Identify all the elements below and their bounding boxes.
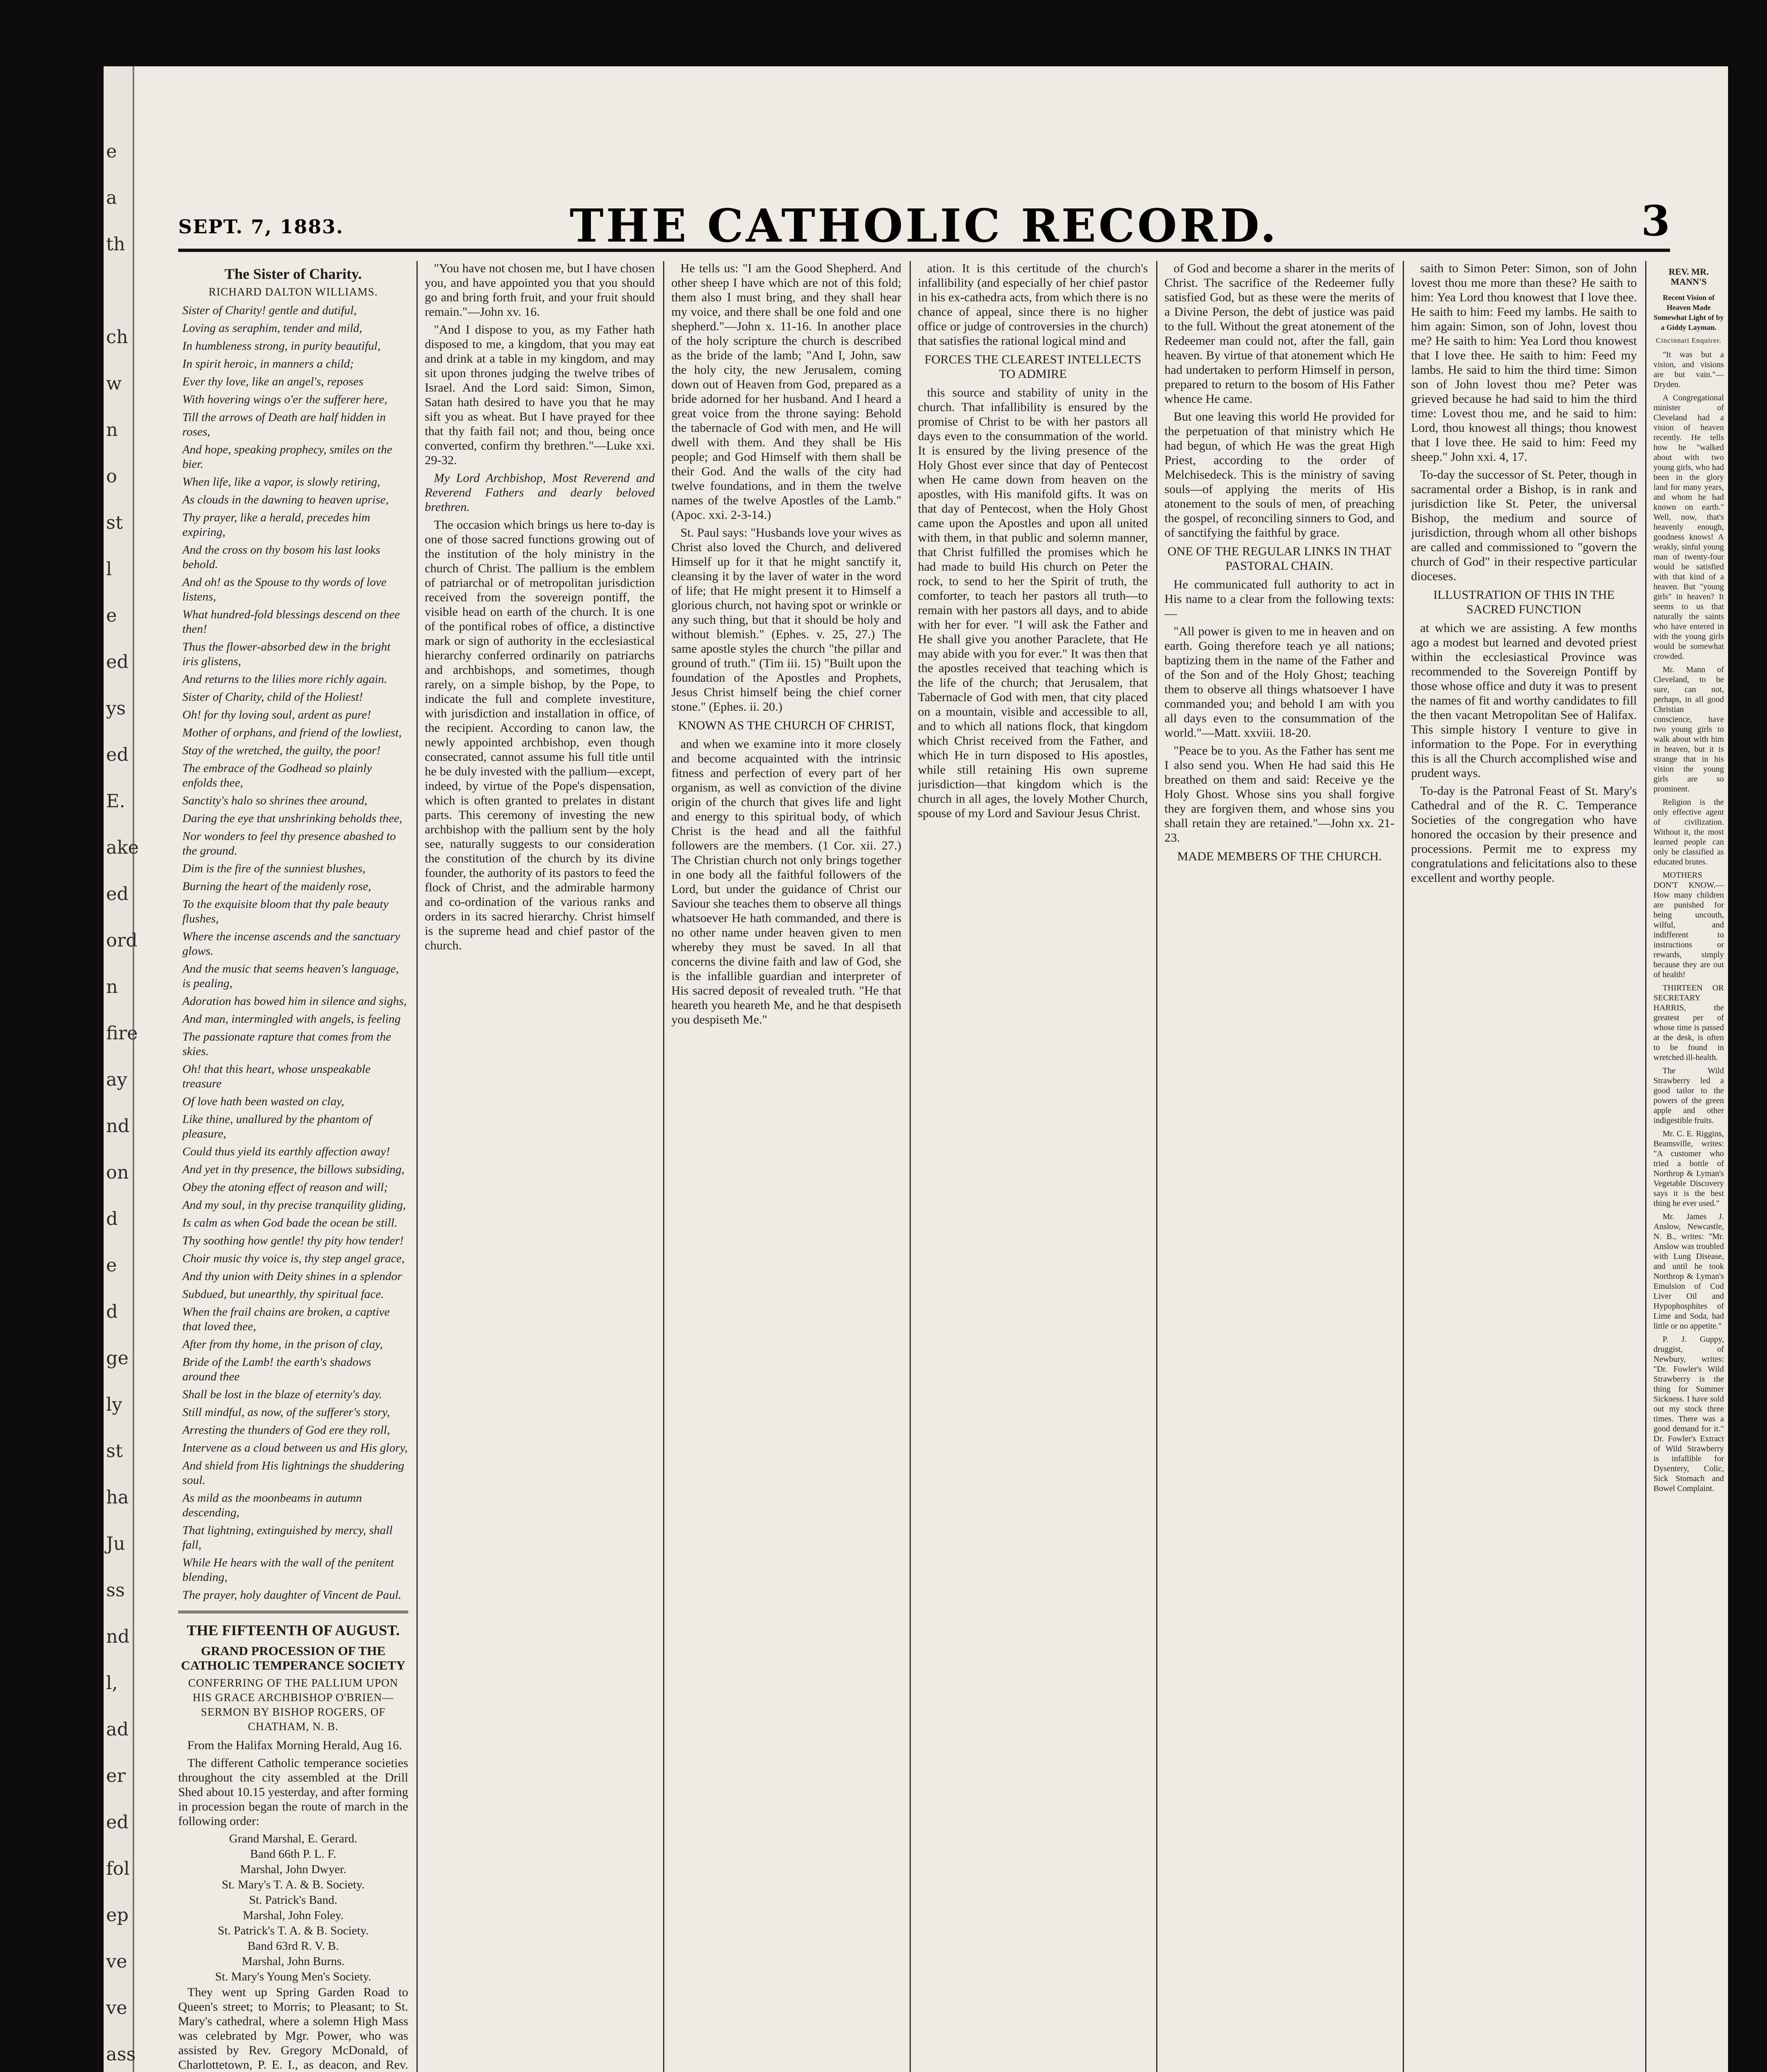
column-2	[425, 261, 655, 2072]
poem-line: Like thine, unallured by the phantom of pleasure,	[182, 1113, 372, 1140]
poem-line: Till the arrows of Death are half hidden in roses,	[182, 411, 386, 438]
column-4	[918, 261, 1148, 2072]
poem-body-continued	[178, 862, 408, 1602]
poem-line: Oh! that this heart, whose unspeakable treasure	[182, 1063, 371, 1090]
column-5	[1164, 261, 1394, 2072]
page-number: 3	[1641, 196, 1670, 245]
strip-fragment: st	[106, 1440, 123, 1462]
article-paragraph: this source and stability of unity in the church. That infallibility is ensured by the promise of Christ to be with her pastors all days even to the consummation of the world. It is ensured by the living presence of the Holy Ghost ever since that day of Pentecost when He came down from heaven on the apostles, with His manifold gifts. It was on that day of Pentecost, when the Holy Ghost came upon the Apostles and upon all united with them, in that public and solemn manner, that Christ fulfilled the promises which he had made to build His church on Peter the rock, to send to her the Spirit of truth, the comforter, to teach her pastors all truth—to remain with her pastors all days, and to abide with her for ever. "I will ask the Father and He shall give you another Paraclete, that He may abide with you for ever." It was then that the apostles received that teaching which is the life of the church; that Jerusalem, that Tabernacle of God with men, that city placed on a mountain, visible and accessible to all, and to which all nations flock, that kingdom which Christ received from the Father, and which He in turn disposed to His apostles, while still retaining His own supreme jurisdiction—that kingdom which is the church in all ages, the lovely Mother Church, spouse of my Lord and Saviour Jesus Christ.	[918, 386, 1148, 820]
masthead	[178, 186, 1670, 257]
poem-line: Ever thy love, like an angel's, reposes	[182, 375, 363, 388]
article-paragraph: saith to Simon Peter: Simon, son of John lovest thou me more than these? He saith to him: Yea Lord thou knowest that I love thee. He saith to him: Feed my lambs. He saith to him again: Simon, son of John, lovest thou me? He saith to him: Yea Lord thou knowest that I love thee. He saith to him: Feed my lambs. He said to him the third time: Simon son of John lovest thou me? Peter was grieved because he had said to him the third time: Lovest thou me, and he said to him: Lord, thou knowest all things; thou knowest that I love thee. He said to him: Feed my sheep." John xxi. 4, 17.	[1411, 261, 1637, 464]
column-3	[671, 261, 901, 2072]
article-paragraph: of God and become a sharer in the merits of Christ. The sacrifice of the Redeemer fully satisfied God, but as these were the merits of a Divine Person, the debt of justice was paid to the full. Without the great atonement of the Redeemer man could not, after the fall, gain heaven. By virtue of that atonement which He had undertaken to perform Himself in person, prepared to return to the bosom of His Father whence He came.	[1164, 261, 1394, 406]
procession-item: St. Patrick's T. A. & B. Society.	[218, 1924, 369, 1937]
newspaper-title: THE CATHOLIC RECORD.	[569, 199, 1279, 252]
poem-line: As clouds in the dawning to heaven uprise,	[182, 493, 389, 506]
column-rule	[663, 261, 664, 2072]
article-paragraph: To-day is the Patronal Feast of St. Mary's Cathedral and of the R. C. Temperance Societies of the congregation who have honored the occasion by their presence and processions. Permit me to express my congratulations and felicitations also to these excellent and worthy people.	[1411, 784, 1637, 885]
article-paragraph: and when we examine into it more closely and become acquainted with the intrinsic fitness and perfection of every part of her organism, as well as conviction of the divine origin of the church that gives life and light and energy to this spiritual body, of which Christ is the head and all the faithful followers are the members. (1 Cor. xii. 27.) The Christian church not only brings together in one body all the faithful followers of the Lord, but under the guidance of Christ our Saviour she teaches them to observe all things whatsoever He hath commanded, and there is no other name under heaven given to men whereby they must be saved. In all that concerns the divine faith and law of God, she is the infallible guardian and interpreter of His sacred deposit of revealed truth. "He that heareth you heareth Me, and he that despiseth you despiseth Me."	[671, 737, 901, 1026]
column-rule	[1403, 261, 1404, 2072]
poem-line: Sister of Charity, child of the Holiest!	[182, 690, 363, 704]
poem-line: Adoration has bowed him in silence and sighs,	[182, 995, 407, 1008]
strip-fragment: ch	[106, 327, 128, 348]
article-paragraph: A Congregational minister of Cleveland had a vision of heaven recently. He tells how he "walked about with two young girls, who had been in the glory land for many years, and whom he had known on earth." Well, now, that's heavenly enough, goodness knows! A weakly, sinful young man of twenty-four would be satisfied with that kind of a heaven. But "young girls" in heaven? It seems to us that naturally the saints who have entered in with the young girls would be somewhat crowded.	[1653, 393, 1724, 661]
strip-fragment: w	[106, 373, 122, 394]
strip-fragment: nd	[106, 1116, 130, 1137]
article-paragraph: The different Catholic temperance societies throughout the city assembled at the Drill Shed about 10.15 yesterday, and after forming in procession began the route of march in the following order:	[178, 1756, 408, 1828]
poem-line: Daring the eye that unshrinking beholds thee,	[182, 812, 402, 825]
poem-line: And oh! as the Spouse to thy words of love listens,	[182, 576, 387, 603]
procession-item: Band 66th P. L. F.	[250, 1847, 336, 1861]
column-1	[178, 261, 408, 2072]
poem-line: The passionate rapture that comes from the skies.	[182, 1030, 391, 1058]
strip-fragment: Ju	[106, 1533, 125, 1554]
strip-fragment: a	[106, 187, 117, 208]
poem-line: And man, intermingled with angels, is feeling	[182, 1012, 401, 1026]
section-heading: ONE OF THE REGULAR LINKS IN THAT PASTORAL CHAIN.	[1167, 545, 1392, 573]
poem-line: Thy prayer, like a herald, precedes him expiring,	[182, 511, 370, 539]
poem-line: Where the incense ascends and the sanctuary glows.	[182, 930, 400, 958]
poem-line: The prayer, holy daughter of Vincent de Paul.	[182, 1588, 402, 1602]
poem-line: Still mindful, as now, of the sufferer's story,	[182, 1406, 390, 1419]
article-source: Cincinnati Enquirer.	[1656, 336, 1721, 344]
strip-fragment: l,	[106, 1673, 118, 1694]
procession-item: St. Mary's Young Men's Society.	[215, 1970, 371, 1983]
poem-line: Sister of Charity! gentle and dutiful,	[182, 304, 357, 317]
article-subtitle: Recent Vision of Heaven Made Somewhat Light of by a Giddy Layman.	[1653, 293, 1724, 332]
strip-fragment: ake	[106, 837, 139, 858]
poem-line: And shield from His lightnings the shuddering soul.	[182, 1459, 404, 1487]
strip-fragment: e	[106, 1255, 117, 1276]
article-paragraph: "Peace be to you. As the Father has sent me I also send you. When He had said this He breathed on them and said: Receive ye the Holy Ghost. Whose sins you shall forgive they are forgiven them, and whose sins you shall retain they are retained."—John xx. 21-23.	[1164, 744, 1394, 845]
poem-line: That lightning, extinguished by mercy, shall fall,	[182, 1524, 393, 1552]
masthead-rule	[178, 249, 1670, 252]
poem-author: RICHARD DALTON WILLIAMS.	[208, 286, 378, 298]
strip-fragment: ed	[106, 651, 129, 673]
section-heading: ILLUSTRATION OF THIS IN THE SACRED FUNCTION	[1433, 588, 1615, 616]
article-paragraph: To-day the successor of St. Peter, though in sacramental order a Bishop, is in rank and jurisdiction like St. Peter, the universal Bishop, the medium and source of jurisdiction, through whom all other bishops are called and commissioned to "govern the church of God" in their respective particular dioceses.	[1411, 468, 1637, 583]
column-rule	[1645, 261, 1646, 2072]
poem-line: With hovering wings o'er the sufferer here,	[182, 393, 387, 406]
section-heading: MADE MEMBERS OF THE CHURCH.	[1177, 850, 1382, 863]
strip-fragment: on	[106, 1162, 129, 1183]
procession-item: Grand Marshal, E. Gerard.	[229, 1832, 358, 1845]
strip-fragment: ad	[106, 1719, 129, 1740]
strip-fragment: ed	[106, 1812, 129, 1833]
column-7-body	[1653, 350, 1724, 1493]
poem-line: Choir music thy voice is, thy step angel grace,	[182, 1252, 405, 1265]
strip-fragment: ass	[106, 2044, 136, 2065]
strip-fragment: nd	[106, 1626, 130, 1647]
section-heading: KNOWN AS THE CHURCH OF CHRIST,	[678, 719, 895, 732]
poem-line: Loving as seraphim, tender and mild,	[182, 322, 363, 335]
article-paragraph: St. Paul says: "Husbands love your wives as Christ also loved the Church, and delivered Himself up for it that he might sanctify it, cleansing it by the laver of water in the word of life; that He might present it to Himself a glorious church, not having spot or wrinkle or any such thing, but that it should be holy and without blemish." (Ephes. v. 25, 27.) The same apostle styles the church "the pillar and ground of truth." (Tim iii. 15) "Built upon the foundation of the Apostles and Prophets, Jesus Christ himself being the chief corner stone." (Ephes. ii. 20.)	[671, 526, 901, 714]
poem-line: And thy union with Deity shines in a splendor	[182, 1270, 402, 1283]
poem-line: Thy soothing how gentle! thy pity how tender!	[182, 1234, 404, 1247]
article-paragraph: Mr. James J. Anslow, Newcastle, N. B., writes: "Mr. Anslow was troubled with Lung Disease, and until he took Northrop & Lyman's Emulsion of Cod Liver Oil and Hypophosphites of Lime and Soda, had little or no appetite."	[1653, 1212, 1724, 1331]
article-paragraph: "You have not chosen me, but I have chosen you, and have appointed you that you should go and bring forth fruit, and your fruit should remain."—John xv. 16.	[425, 261, 655, 319]
article-paragraph: P. J. Guppy, druggist, of Newbury, writes: "Dr. Fowler's Wild Strawberry is the thing for Summer Sickness. I have sold out my stock three times. There was a good demand for it." Dr. Fowler's Extract of Wild Strawberry is infallible for Dysentery, Colic, Sick Stomach and Bowel Complaint.	[1653, 1335, 1724, 1493]
procession-item: Band 63rd R. V. B.	[247, 1939, 339, 1953]
column-rule	[1156, 261, 1157, 2072]
strip-fragment: ed	[106, 884, 129, 905]
poem-line: To the exquisite bloom that thy pale beauty flushes,	[182, 898, 389, 925]
poem-line: Shall be lost in the blaze of eternity's day.	[182, 1388, 382, 1401]
poem-line: Intervene as a cloud between us and His glory,	[182, 1441, 408, 1455]
strip-fragment: ys	[106, 698, 126, 719]
strip-fragment: er	[106, 1765, 126, 1786]
strip-fragment: ha	[106, 1487, 129, 1508]
poem-line: Nor wonders to feel thy presence abashed to the ground.	[182, 830, 396, 857]
strip-fragment: n	[106, 976, 118, 997]
poem-line: And the cross on thy bosom his last looks behold.	[182, 543, 380, 571]
poem-line: Thus the flower-absorbed dew in the bright iris glistens,	[182, 640, 391, 668]
poem-line: The embrace of the Godhead so plainly enfolds thee,	[182, 762, 372, 789]
article-paragraph: He tells us: "I am the Good Shepherd. And other sheep I have which are not of this fold; them also I must bring, and they shall hear my voice, and there shall be one fold and one shepherd."—John x. 11-16. In another place of the holy scripture the church is described as the bride of the lamb; "And I, John, saw the holy city, the new Jerusalem, coming down out of Heaven from God, prepared as a bride adorned for her husband. And I heard a great voice from the throne saying: Behold the tabernacle of God with men, and He will dwell with them. And they shall be His people; and God Himself with them shall be their God. And the walls of the city had twelve foundations, and in them the twelve names of the twelve Apostles of the Lamb." (Apoc. xxi. 2-3-14.)	[671, 261, 901, 522]
strip-fragment: ve	[106, 1951, 127, 1972]
article-paragraph: The occasion which brings us here to-day is one of those sacred functions growing out of the institution of the holy ministry in the church of Christ. The pallium is the emblem of patriarchal or of metropolitan jurisdiction received from the sovereign pontiff, the visible head on earth of the church. It is one of the pontifical robes of office, a distinctive mark or sign of authority in the ecclesiastical hierarchy conferred ordinarily on patriarchs and archbishops, and sometimes, though rarely, on a simple bishop, by the Pope, to indicate the full and complete investiture, with jurisdiction and installation in office, of the recipient. According to canon law, the newly appointed archbishop, even though consecrated, cannot assume his full title until he be duly invested with the pallium—except, indeed, by virtue of the Pope's dispensation, which is often granted to prelates in distant parts. This ceremony of investing the new archbishop with the pallium sent by the holy see, naturally suggests to our consideration the constitution of the church by its divine founder, the authority of its pastors to feed the flock of Christ, and the admirable harmony and co-ordination of the various ranks and orders in its sacred hierarchy. Christ himself is the supreme head and chief pastor of the church.	[425, 518, 655, 952]
poem-line: Is calm as when God bade the ocean be still.	[182, 1216, 397, 1230]
strip-fragment: n	[106, 419, 118, 441]
procession-item: Marshal, John Burns.	[242, 1955, 345, 1968]
strip-fragment: ve	[106, 1997, 127, 2019]
poem-line: Arresting the thunders of God ere they roll,	[182, 1423, 390, 1437]
strip-fragment: e	[106, 605, 117, 626]
poem-line: When the frail chains are broken, a captive that loved thee,	[182, 1305, 390, 1333]
article-paragraph: The Wild Strawberry led a good tailor to the powers of the green apple and other indigestible fruits.	[1653, 1066, 1724, 1125]
strip-fragment: e	[106, 141, 117, 162]
procession-item: St. Patrick's Band.	[249, 1893, 338, 1907]
column-6	[1411, 261, 1637, 2072]
column-7	[1653, 261, 1724, 2072]
article-deck: CONFERRING OF THE PALLIUM UPON HIS GRACE ARCHBISHOP O'BRIEN—SERMON BY BISHOP ROGERS, OF CHATHAM, N. B.	[188, 1677, 399, 1733]
poem-line: And the music that seems heaven's language, is pealing,	[182, 962, 399, 990]
procession-item: Marshal, John Dwyer.	[240, 1863, 346, 1876]
strip-fragment: ep	[106, 1905, 129, 1926]
poem-line: And my soul, in thy precise tranquility gliding,	[182, 1198, 406, 1212]
poem-line: Burning the heart of the maidenly rose,	[182, 880, 371, 893]
poem-line: And returns to the lilies more richly again.	[182, 673, 387, 686]
poem-line: Obey the atoning effect of reason and will;	[182, 1181, 388, 1194]
strip-fragment: l	[106, 559, 112, 580]
poem-line: Dim is the fire of the sunniest blushes,	[182, 862, 366, 875]
strip-fragment: o	[106, 466, 117, 487]
strip-fragment: E.	[106, 791, 126, 812]
article-paragraph: "It was but a vision, and visions are but vain."—Dryden.	[1653, 350, 1724, 389]
column-rule	[416, 261, 418, 2072]
section-divider	[178, 1611, 408, 1615]
poem-line: After from thy home, in the prison of clay,	[182, 1338, 383, 1351]
article-paragraph: They went up Spring Garden Road to Queen's street; to Morris; to Pleasant; to St. Mary's cathedral, where a solemn High Mass was celebrated by Mgr. Power, who was assisted by Rev. Gregory McDonald, of Charlottetown, P. E. I., as deacon, and Rev.	[178, 1985, 408, 2072]
strip-fragment: ord	[106, 930, 138, 951]
poem-line: Could thus yield its earthly affection away!	[182, 1145, 390, 1158]
poem-line: Of love hath been wasted on clay,	[182, 1095, 344, 1108]
article-paragraph: My Lord Archbishop, Most Reverend and Reverend Fathers and dearly beloved brethren.	[425, 471, 655, 514]
strip-fragment: fire	[106, 1023, 138, 1044]
strip-fragment: ge	[106, 1348, 129, 1369]
poem-line: When life, like a vapor, is slowly retiring,	[182, 475, 380, 489]
article-subtitle: GRAND PROCESSION OF THE CATHOLIC TEMPERANCE SOCIETY	[181, 1644, 406, 1673]
article-paragraph: MOTHERS DON'T KNOW.—How many children are punished for being uncouth, wilful, and indifferent to instructions or rewards, simply because they are out of health!	[1653, 871, 1724, 979]
article-paragraph: Mr. C. E. Riggins, Beamsville, writes: "A customer who tried a bottle of Northrop & Lyman's Vegetable Discovery says it is the best thing he ever used."	[1653, 1129, 1724, 1208]
article-title: THE FIFTEENTH OF AUGUST.	[186, 1622, 400, 1639]
poem-line: Sanctity's halo so shrines thee around,	[182, 794, 368, 807]
article-paragraph: He communicated full authority to act in His name to a clear from the following texts:—	[1164, 578, 1394, 620]
procession-item: Marshal, John Foley.	[243, 1909, 344, 1922]
article-title: REV. MR. MANN'S	[1668, 266, 1709, 287]
poem-line: As mild as the moonbeams in autumn descending,	[182, 1491, 362, 1519]
adjacent-page-strip	[104, 66, 139, 2072]
poem-line: Stay of the wretched, the guilty, the poor!	[182, 744, 381, 757]
strip-fragment: ly	[106, 1394, 122, 1415]
article-paragraph: But one leaving this world He provided for the perpetuation of that ministry which He had begun, of which He was the great High Priest, according to the order of Melchisedeck. This is the ministry of saving souls—of applying the merits of His atonement to the souls of men, of preaching the gospel, of reconciling sinners to God, and of sanctifying the faithful by grace.	[1164, 410, 1394, 540]
poem-line: Bride of the Lamb! the earth's shadows around thee	[182, 1356, 371, 1383]
article-paragraph: Religion is the only effective agent of civilization. Without it, the most learned people can only be classified as educated brutes.	[1653, 798, 1724, 867]
article-paragraph: ation. It is this certitude of the church's infallibility (and especially of her chief pastor in his ex-cathedra acts, from which there is no chance of appeal, since there is no higher office or judge of controversies in the church) that satisfies the rational logical mind and	[918, 261, 1148, 348]
strip-fragment: ay	[106, 1069, 128, 1090]
article-paragraph: THIRTEEN OR SECRETARY HARRIS, the greatest per of whose time is passed at the desk, is often to be found in wretched ill-health.	[1653, 983, 1724, 1062]
poem-line: And yet in thy presence, the billows subsiding,	[182, 1163, 405, 1176]
article-paragraph: From the Halifax Morning Herald, Aug 16.	[187, 1738, 402, 1752]
poem-line: What hundred-fold blessings descend on thee then!	[182, 608, 400, 636]
poem-line: In spirit heroic, in manners a child;	[182, 357, 354, 370]
column-rule	[910, 261, 911, 2072]
strip-fragment: fol	[106, 1858, 130, 1879]
article-paragraph: "And I dispose to you, as my Father hath disposed to me, a kingdom, that you may eat and drink at a table in my kingdom, and may sit upon thrones judging the twelve tribes of Israel. And the Lord said: Simon, Simon, Satan hath desired to have you that he may sift you as wheat. But I have prayed for thee that thy faith fail not; and thou, being once converted, confirm thy brethren."—Luke xxi. 29-32.	[425, 323, 655, 467]
section-heading: FORCES THE CLEAREST INTELLECTS TO ADMIRE	[924, 353, 1142, 381]
strip-fragment: d	[106, 1301, 118, 1322]
newspaper-page	[104, 66, 1728, 2072]
article-paragraph: at which we are assisting. A few months ago a modest but learned and devoted priest within the ecclesiastical Province was recommended to the Sovereign Pontiff by those whose office and duty it was to present the names of fit and worthy candidates to fill the then vacant Metropolitan See of Halifax. This simple history I venture to give in information to the Pope. For in everything this is all the Church accomplished wise and prudent ways.	[1411, 621, 1637, 780]
issue-date: SEPT. 7, 1883.	[178, 215, 344, 238]
poem-line: Subdued, but unearthly, thy spiritual face.	[182, 1288, 384, 1301]
article-paragraph: "All power is given to me in heaven and on earth. Going therefore teach ye all nations; baptizing them in the name of the Father and of the Son and of the Holy Ghost; teaching them to observe all things whatsoever I have commanded you; and behold I am with you all days even to the consummation of the world."—Matt. xxviii. 18-20.	[1164, 625, 1394, 740]
procession-order	[178, 1832, 408, 1984]
poem-title: The Sister of Charity.	[224, 266, 362, 282]
procession-item: St. Mary's T. A. & B. Society.	[222, 1878, 365, 1891]
strip-fragment: th	[106, 234, 126, 255]
poem-line: Oh! for thy loving soul, ardent as pure!	[182, 708, 371, 721]
strip-fragment: ed	[106, 744, 129, 765]
poem-line: In humbleness strong, in purity beautiful,	[182, 339, 381, 353]
poem-line: While He hears with the wall of the penitent blending,	[182, 1556, 394, 1584]
poem-line: And hope, speaking prophecy, smiles on the bier.	[182, 443, 392, 471]
strip-fragment: d	[106, 1208, 118, 1230]
strip-fragment: ss	[106, 1580, 125, 1601]
strip-fragment: st	[106, 512, 123, 533]
poem-line: Mother of orphans, and friend of the lowliest,	[182, 726, 402, 739]
article-paragraph: Mr. Mann of Cleveland, to be sure, can not, perhaps, in all good Christian conscience, have two young girls to walk about with him in heaven, but it is strange that in his vision the young girls are so prominent.	[1653, 665, 1724, 794]
poem-body	[178, 303, 408, 858]
